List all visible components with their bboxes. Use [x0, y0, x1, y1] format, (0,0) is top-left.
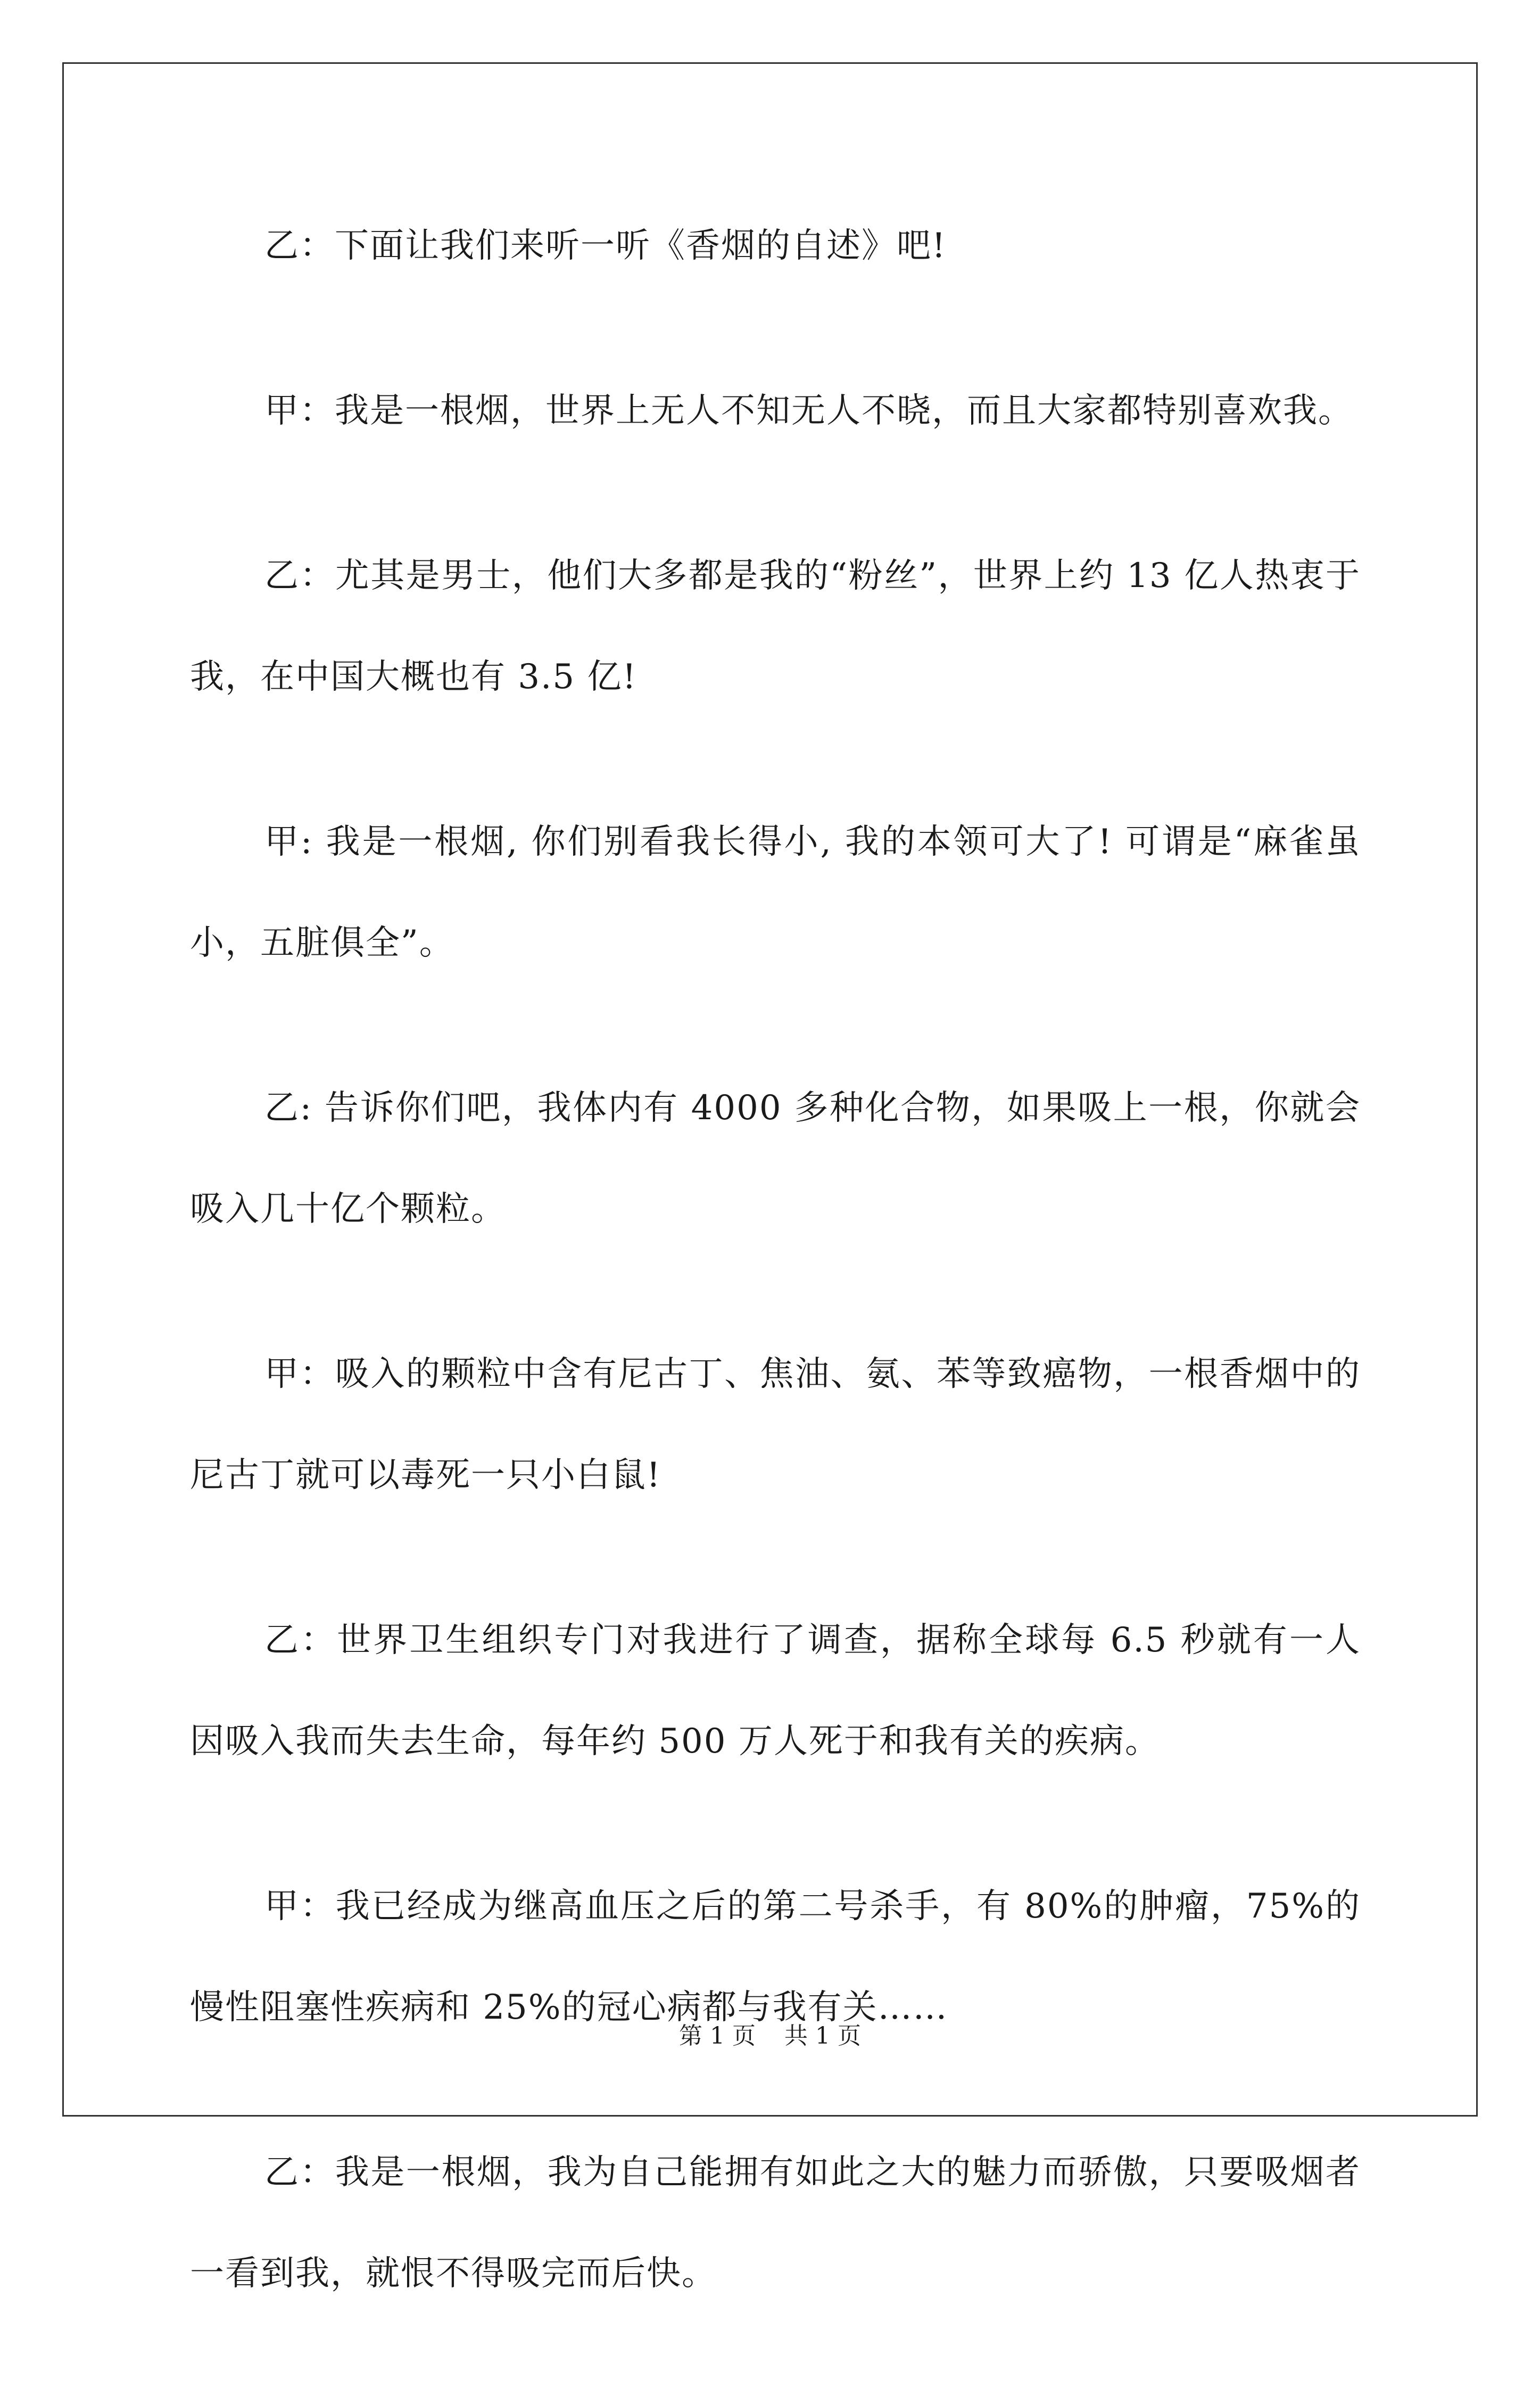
paragraph: 乙: 告诉你们吧，我体内有 4000 多种化合物，如果吸上一根，你就会吸入几十亿个颗粒。	[190, 1088, 1361, 1229]
page-number: 第 1 页	[679, 2022, 756, 2050]
document-body	[190, 195, 1361, 2388]
paragraph: 甲：我已经成为继高血压之后的第二号杀手，有 80%的肿瘤，75%的慢性阻塞性疾病和 25%的冠心病都与我有关……	[190, 1887, 1361, 2027]
paragraph: 甲: 我是一根烟, 你们别看我长得小, 我的本领可大了! 可谓是“麻雀虽小，五脏俱全”。	[190, 822, 1361, 963]
paragraph: 乙：世界卫生组织专门对我进行了调查，据称全球每 6.5 秒就有一人因吸入我而失去生命，每年约 500 万人死于和我有关的疾病。	[190, 1621, 1361, 1761]
paragraph: 甲：吸入的颗粒中含有尼古丁、焦油、氨、苯等致癌物，一根香烟中的尼古丁就可以毒死一只小白鼠!	[190, 1354, 1361, 1495]
page-total: 共 1 页	[784, 2022, 861, 2050]
paragraph: 乙：尤其是男士，他们大多都是我的“粉丝”，世界上约 13 亿人热衷于我，在中国大概也有 3.5 亿!	[190, 556, 1361, 697]
paragraph: 甲：我是一根烟，世界上无人不知无人不晓，而且大家都特别喜欢我。	[264, 391, 1353, 431]
paragraph: 乙：我是一根烟，我为自己能拥有如此之大的魅力而骄傲，只要吸烟者一看到我，就恨不得吸完而后快。	[190, 2153, 1361, 2293]
paragraph: 乙：下面让我们来听一听《香烟的自述》吧!	[264, 226, 947, 266]
page-footer	[0, 2020, 1540, 2052]
